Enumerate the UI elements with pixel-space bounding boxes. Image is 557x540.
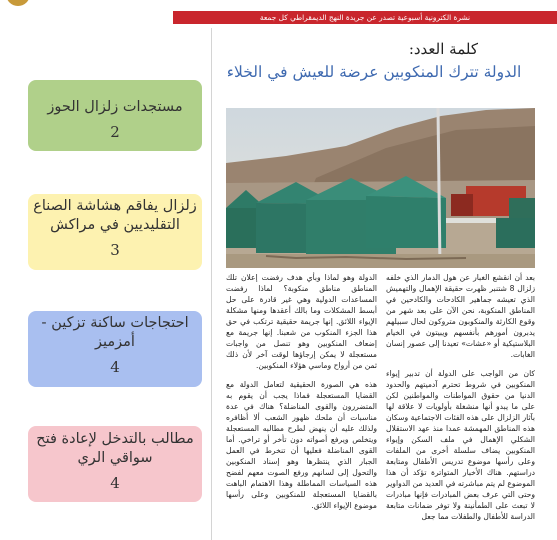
- article-column-right: [386, 272, 535, 540]
- tents-photo: [226, 108, 535, 268]
- sidebar-card-irrigation-demands[interactable]: [28, 426, 202, 502]
- article-column-left: [226, 272, 377, 540]
- article-paragraph: كان من الواجب على الدولة أن تدبير إيواء المنكوبين في شروط تحترم آدميتهم والحدود الدنيا من حقوق المواطنات والمواطنين لكن على ما يبدو أنها منشغلة بأولويات لا علاقة لها بآثار الزلزال على هذه الفئات الاجتماعية وسكان هذه المناطق المهمشة عمدا منذ عهد الاستقلال الشكلي الإهمال في ملف السكن وإيواء المنكوبين يضاف سلسلة أخرى من الملفات وعلى رأسها موضوع تدريس الأطفال ومتابعة دراستهم. هناك الأخبار المتواترة تؤكد أن هذا الموضوع لم يتم مباشرته في العديد من الدواوير وحتى التي عرف بعض المبادرات فإنها مبادرات لا تبعث على الطمأنينة ولا توفر ضمانات متابعة الدراسة للأطفال والطفلات مما جعل: [386, 369, 535, 521]
- sidebar-card-tazgine-protests[interactable]: [28, 311, 202, 387]
- card-page-number: 4: [110, 474, 120, 492]
- card-title: مطالب بالتدخل لإعادة فتح سواقي الري: [36, 431, 194, 466]
- sidebar-card-hawz-earthquake[interactable]: [28, 80, 202, 151]
- article-paragraph: هذه هي الصورة الحقيقية لتعامل الدولة مع القضايا المستعجلة فماذا يجب أن يقوم به المتضررون والقوى المناضلة؟ هناك في عدة مناسبات أن ملحك ظهور الشعب ألا أظافره ولذلك عليه أن ينهض لطرح مطالبه المستعجلة ويتخلص ويرفع أصواته دون تأخر أو تراخي. أما القوى المناضلة فعليها أن تنخرط في العمل الجبار الذي ينتظرها وهو إسناد المنكوبين والتحول إلى لسانهم ورفع الصوت معهم لفضح هذه السياسات المماطلة وهذا الاهتمام الباهت بالقضايا المستعجلة للمنكوبين وعلى رأسها موضوع الإيواء اللائق.: [226, 380, 377, 510]
- card-page-number: 4: [110, 358, 120, 376]
- card-page-number: 2: [110, 123, 120, 141]
- editorial-headline: الدولة تترك المنكوبين عرضة للعيش في الخلاء: [226, 63, 522, 81]
- article-paragraph: الدولة وهو لماذا وبأي هدف رفضت إعلان تلك المناطق مناطق منكوبة؟ لماذا رفضت المساعدات الدولية وهي غير قادرة على حل أبسط المشكلات وما بالك أعقدها ومنها مشكلة الإيواء اللائق. إنها جريمة حقيقية ترتكب في حق هذا الجزء المنكوب من شعبنا. إنها جريمة مع إضعاف المنكوبين وهو تنصل من واجبات مستعجلة لا يمكن إرجاؤها لوقت آخر لأن ذلك ثمن من أرواح وماسي هؤلاء المنكوبين.: [226, 273, 377, 370]
- column-divider: [211, 28, 212, 540]
- card-page-number: 3: [110, 241, 120, 259]
- card-title: زلزال يفاقم هشاشة الصناع التقليديين في مراكش: [33, 198, 197, 233]
- card-title: مستجدات زلزال الحوز: [47, 99, 183, 115]
- editorial-kicker: كلمة العدد:: [408, 40, 478, 58]
- header-banner: نشرة الكترونية أسبوعية تصدر عن جريدة النهج الديمقراطي كل جمعة: [173, 11, 557, 24]
- sidebar-card-artisans-marrakech[interactable]: [28, 194, 202, 270]
- article-paragraph: بعد أن انقشع الغبار عن هول الدمار الذي خلفه زلزال 8 شتنبر ظهرت حقيقة الإهمال والتهميش الذي تعيشه جماهير الكادحات والكادحين في المناطق المنكوبة، نحن الآن على بعد شهر من وقوع الكارثة والمنكوبون متروكون لحال سبيلهم يدبرون أمورهم بأنفسهم ويبيتون في الخيام البلاستيكية أو «عشات» تعيدنا إلى عصور إنسان الغابات.: [386, 273, 535, 359]
- card-title: احتجاجات ساكنة تزكين - أمزميز: [41, 315, 189, 350]
- newspaper-logo: [6, 0, 30, 6]
